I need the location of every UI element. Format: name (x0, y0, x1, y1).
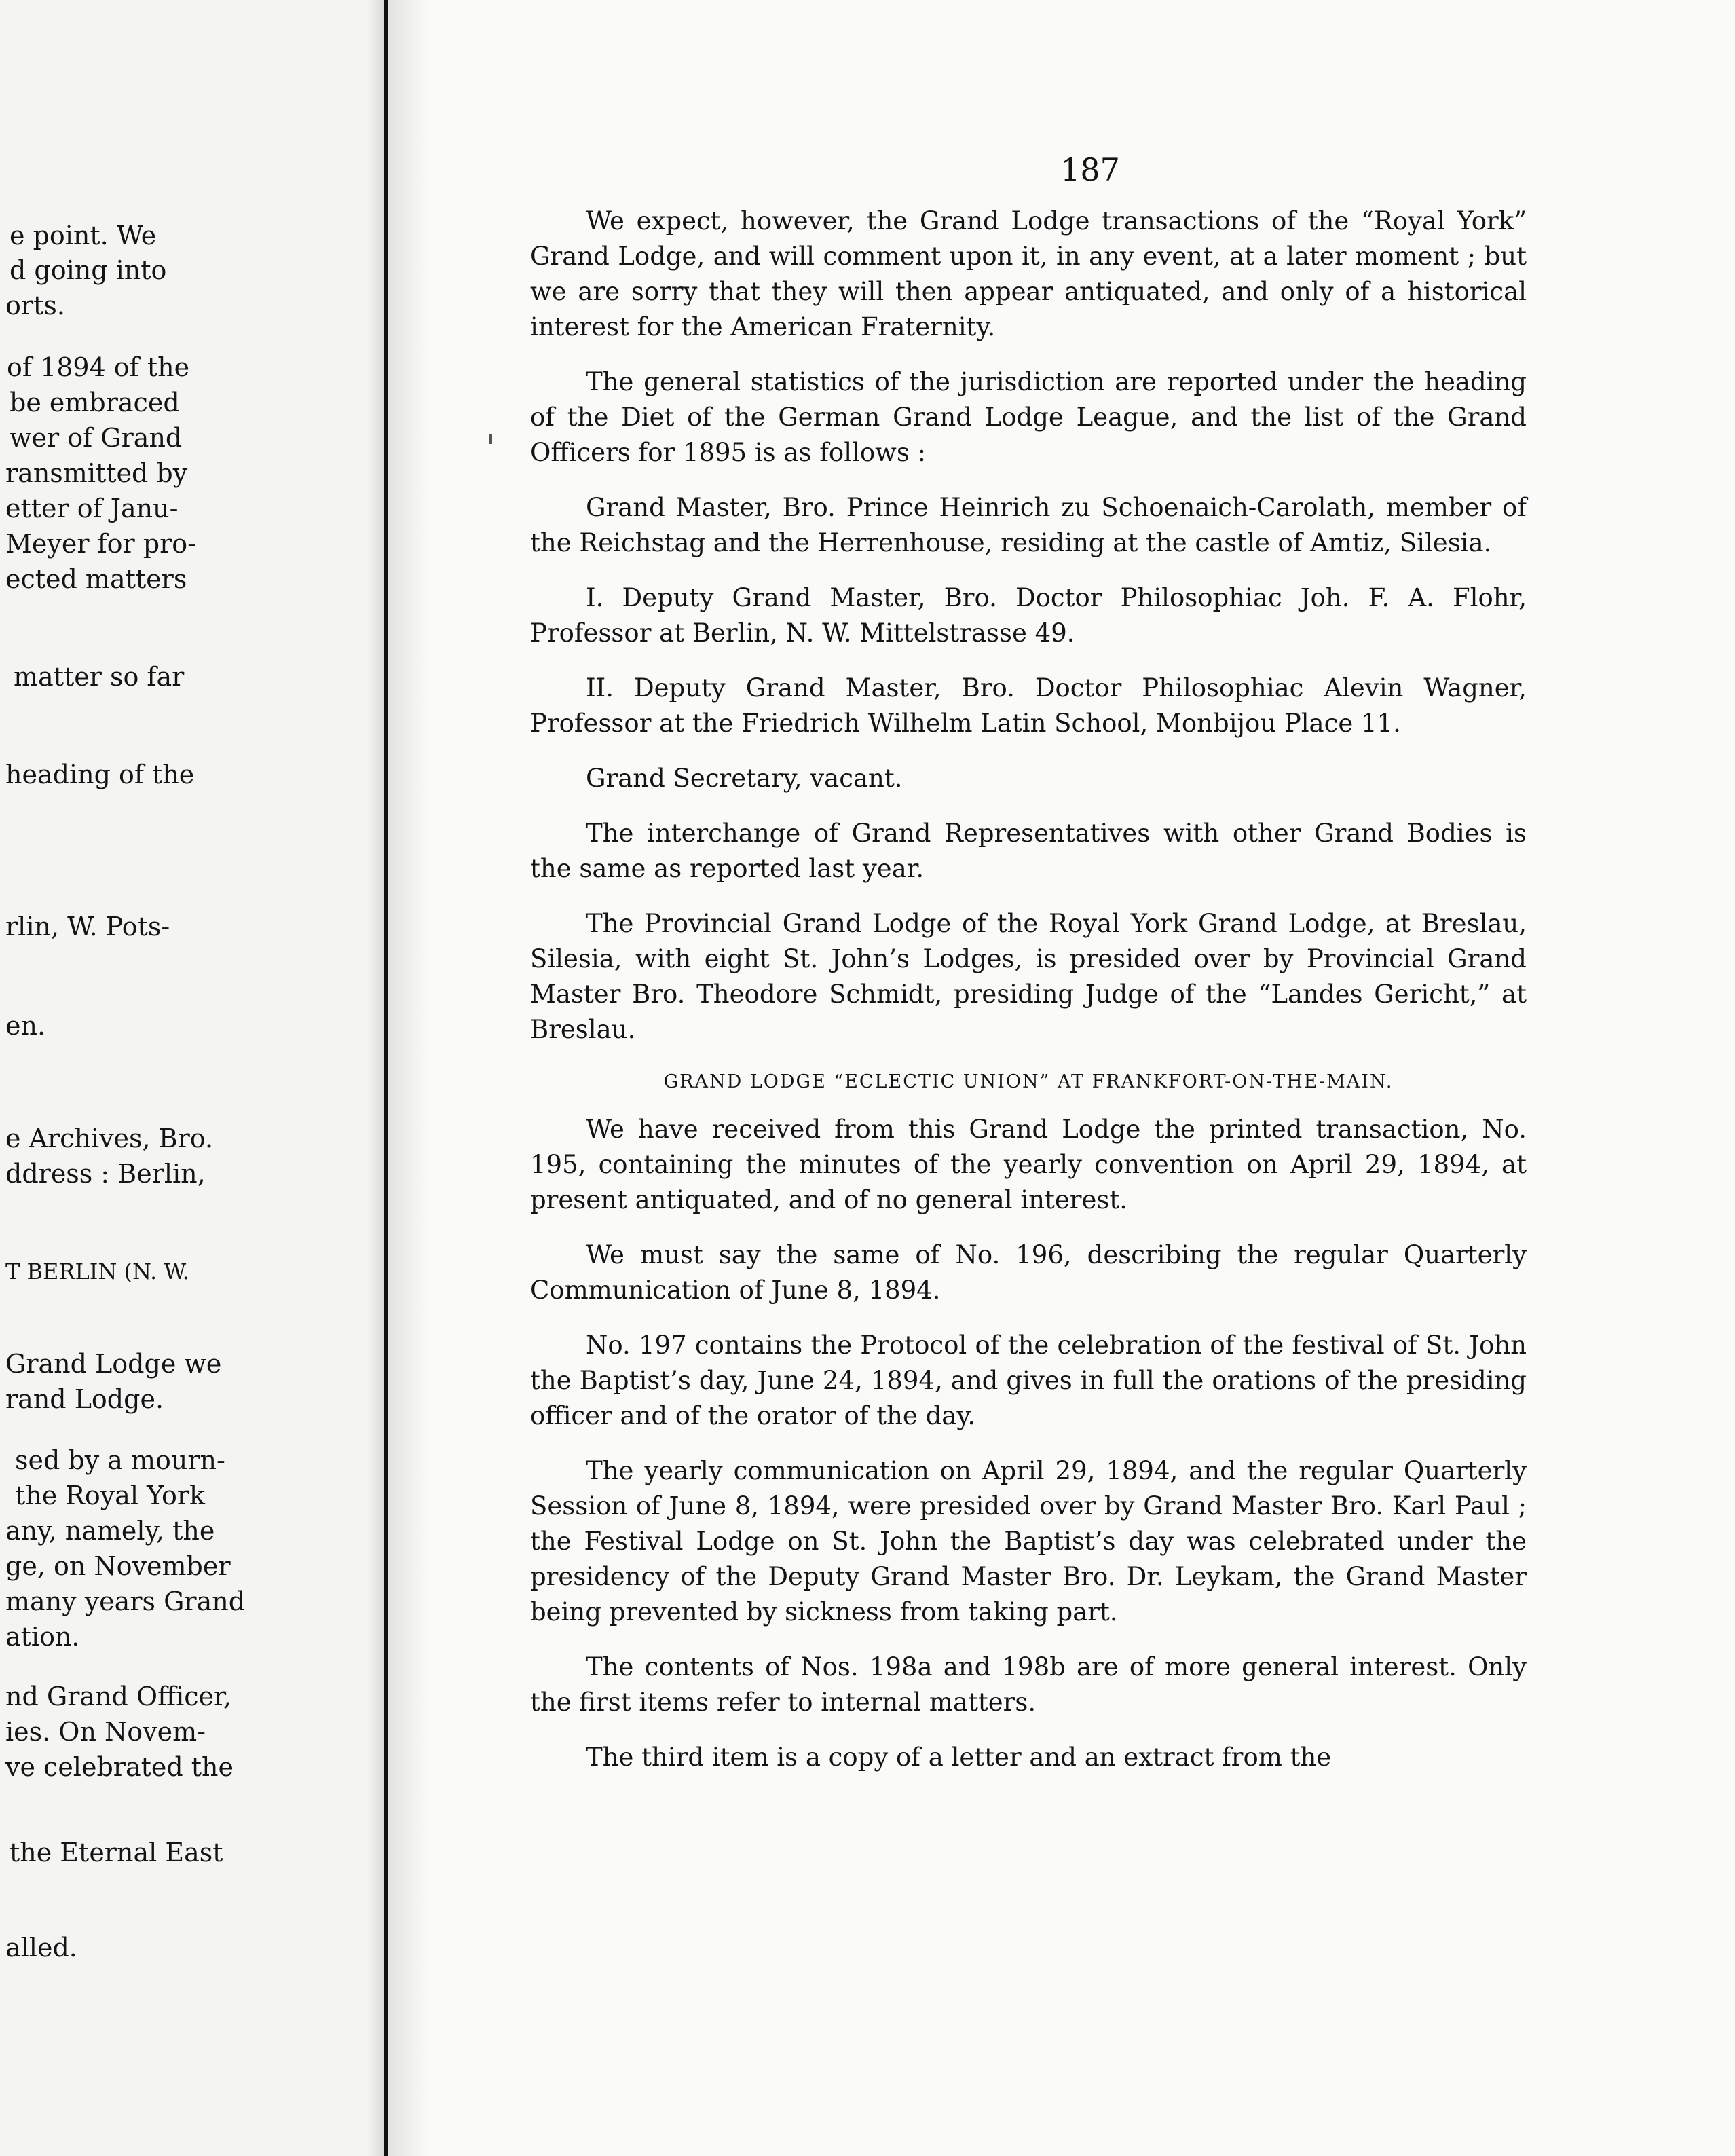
left-text-line: Grand Lodge we (5, 1349, 222, 1379)
left-text-line: en. (5, 1011, 46, 1041)
stray-ink-mark (489, 434, 492, 444)
section-heading: GRAND LODGE “ECLECTIC UNION” AT FRANKFORT-ON-THE-MAIN. (663, 1071, 1394, 1092)
left-text-line: orts. (5, 291, 65, 320)
left-text-line: nd Grand Officer, (5, 1681, 232, 1711)
left-text-line: T BERLIN (N. W. (5, 1259, 189, 1284)
left-text-line: ransmitted by (5, 458, 188, 488)
spine-shadow (388, 0, 428, 2156)
paragraph: The third item is a copy of a letter and an extract from the (586, 1743, 1332, 1772)
left-text-line: ies. On Novem- (5, 1717, 206, 1747)
paragraph: Grand Secretary, vacant. (586, 764, 903, 793)
left-text-line: e point. We (10, 221, 157, 250)
left-text-line: ge, on November (5, 1551, 231, 1581)
paragraph: I. Deputy Grand Master, Bro. Doctor Philosophiac Joh. F. A. Flohr, Professor at Berlin, N. W. Mittelstrasse 49. (530, 583, 1527, 648)
paragraph: The interchange of Grand Representatives with other Grand Bodies is the same as reported last year. (530, 819, 1527, 883)
left-text-line: ve celebrated the (5, 1752, 234, 1782)
left-text-line: e Archives, Bro. (5, 1123, 214, 1153)
paragraph: The contents of Nos. 198a and 198b are of more general interest. Only the first items refer to internal matters. (530, 1652, 1527, 1717)
left-text-line: heading of the (5, 760, 195, 789)
left-text-line: etter of Janu- (5, 494, 179, 523)
left-text-line: sed by a mourn- (15, 1445, 225, 1475)
left-text-line: the Royal York (15, 1481, 206, 1510)
paragraph: II. Deputy Grand Master, Bro. Doctor Philosophiac Alevin Wagner, Professor at the Friedrich Wilhelm Latin School, Monbijou Place 11. (530, 673, 1527, 738)
left-text-line: alled. (5, 1933, 77, 1963)
left-text-line: rlin, W. Pots- (5, 912, 170, 942)
paragraph: Grand Master, Bro. Prince Heinrich zu Schoenaich-Carolath, member of the Reichstag and the Herrenhouse, residing at the castle of Amtiz, Silesia. (530, 493, 1527, 557)
left-text-line: wer of Grand (10, 423, 183, 453)
paragraph: The Provincial Grand Lodge of the Royal York Grand Lodge, at Breslau, Silesia, with eight St. John’s Lodges, is presided over by Provincial Grand Master Bro. Theodore Schmidt, presiding Judge of the “Landes Gericht,” at Breslau. (530, 909, 1527, 1044)
paragraph: The general statistics of the jurisdiction are reported under the heading of the Diet of the German Grand Lodge League, and the list of the Grand Officers for 1895 is as follows : (530, 367, 1527, 467)
right-page (388, 0, 1735, 2156)
left-text-line: Meyer for pro- (5, 529, 196, 559)
left-text-line: matter so far (14, 662, 185, 692)
left-text-line: ddress : Berlin, (5, 1159, 206, 1189)
left-text-line: be embraced (10, 388, 180, 417)
left-text-line: many years Grand (5, 1586, 246, 1616)
paragraph: We must say the same of No. 196, describing the regular Quarterly Communication of June 8, 1894. (530, 1240, 1527, 1305)
left-text-line: d going into (10, 255, 167, 285)
left-text-line: ation. (5, 1622, 80, 1652)
left-page-edge-shadow (367, 0, 384, 2156)
paragraph: No. 197 contains the Protocol of the celebration of the festival of St. John the Baptist’s day, June 24, 1894, and gives in full the orations of the presiding officer and of the orator of the day. (530, 1331, 1527, 1430)
left-text-line: the Eternal East (10, 1838, 223, 1867)
left-text-line: any, namely, the (5, 1516, 215, 1546)
paragraph: We expect, however, the Grand Lodge transactions of the “Royal York” Grand Lodge, and will comment upon it, in any event, at a later moment ; but we are sorry that they will then appear antiquated, and only of a historical interest for the American Fraternity. (530, 206, 1527, 341)
left-text-line: of 1894 of the (7, 352, 190, 382)
left-text-line: rand Lodge. (5, 1384, 164, 1414)
page-body (530, 204, 1527, 1795)
page-number: 187 (1060, 151, 1120, 188)
left-text-line: ected matters (5, 564, 187, 594)
paragraph: We have received from this Grand Lodge the printed transaction, No. 195, containing the minutes of the yearly convention on April 29, 1894, at present antiquated, and of no general interest. (530, 1115, 1527, 1214)
paragraph: The yearly communication on April 29, 1894, and the regular Quarterly Session of June 8, 1894, were presided over by Grand Master Bro. Karl Paul ; the Festival Lodge on St. John the Baptist’s day was celebrated under the presidency of the Deputy Grand Master Bro. Dr. Leykam, the Grand Master being prevented by sickness from taking part. (530, 1456, 1527, 1627)
left-page (0, 0, 384, 2156)
